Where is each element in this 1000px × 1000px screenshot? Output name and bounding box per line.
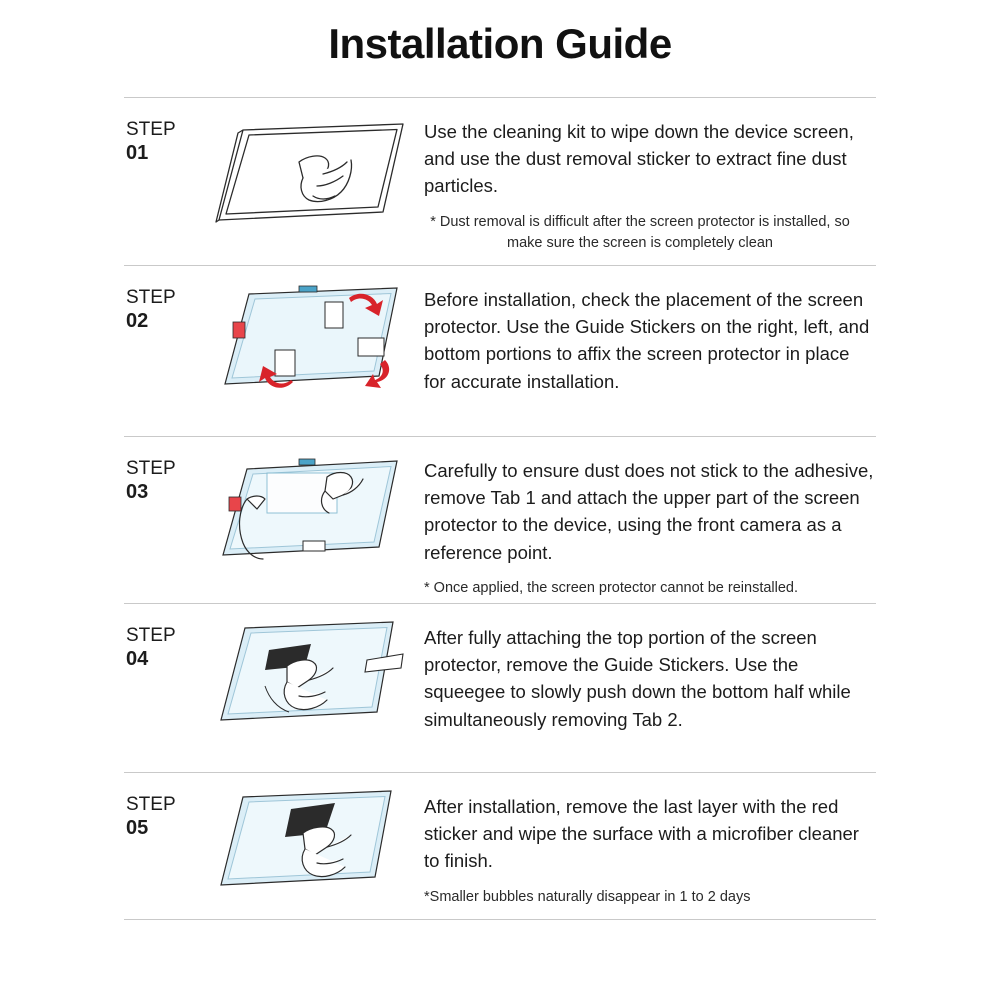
step-illustration-02 [204, 266, 420, 404]
step-text-05 [420, 773, 876, 908]
step-word: STEP [126, 287, 176, 308]
step-body: Before installation, check the placement of the screen protector. Use the Guide Stickers on the right, left, and bottom portions to affix the screen protector in place for accurate installation. [424, 289, 870, 392]
step-number: 01 [126, 142, 149, 165]
step-number: 04 [126, 648, 149, 671]
step-illustration-01 [204, 98, 420, 236]
step-row [124, 437, 876, 603]
tablet-remove-last-layer-icon [207, 783, 417, 903]
step-note: * Dust removal is difficult after the screen protector is installed, so make sure the screen is completely clean [430, 213, 850, 251]
step-word: STEP [126, 119, 176, 140]
step-body: After installation, remove the last layer with the red sticker and wipe the surface with a microfiber cleaner to finish. [424, 796, 859, 872]
tablet-squeegee-tab2-icon [207, 614, 417, 742]
step-illustration-05 [204, 773, 420, 903]
tablet-peel-tab1-icon [207, 447, 417, 575]
step-number: 03 [126, 481, 149, 504]
step-row [124, 604, 876, 772]
step-label-01 [124, 98, 204, 166]
step-illustration-04 [204, 604, 420, 742]
step-word: STEP [126, 794, 176, 815]
step-text-03 [420, 437, 876, 599]
step-label-03 [124, 437, 204, 505]
step-row [124, 98, 876, 265]
step-number: 02 [126, 310, 149, 333]
step-label-04 [124, 604, 204, 672]
step-word: STEP [126, 625, 176, 646]
step-illustration-03 [204, 437, 420, 575]
step-body: Use the cleaning kit to wipe down the device screen, and use the dust removal sticker to extract fine dust particles. [424, 121, 854, 197]
step-row [124, 266, 876, 436]
step-number: 05 [126, 817, 149, 840]
tablet-guide-stickers-icon [207, 276, 417, 404]
step-text-01 [420, 98, 876, 254]
step-note: *Smaller bubbles naturally disappear in 1 to 2 days [424, 888, 751, 905]
step-body: Carefully to ensure dust does not stick to the adhesive, remove Tab 1 and attach the upper part of the screen protector to the device, using the front camera as a reference point. [424, 460, 874, 563]
page-title: Installation Guide [328, 20, 672, 67]
step-body: After fully attaching the top portion of the screen protector, remove the Guide Stickers. Use the squeegee to slowly push down the bottom half while simultaneously removing Tab 2. [424, 627, 851, 730]
step-row [124, 773, 876, 919]
step-label-05 [124, 773, 204, 841]
step-text-02 [420, 266, 876, 395]
step-text-04 [420, 604, 876, 733]
step-note: * Once applied, the screen protector cannot be reinstalled. [424, 579, 799, 596]
step-label-02 [124, 266, 204, 334]
step-word: STEP [126, 458, 176, 479]
tablet-wipe-hand-icon [207, 108, 417, 236]
steps-list [124, 68, 876, 920]
divider-bottom [124, 919, 876, 920]
